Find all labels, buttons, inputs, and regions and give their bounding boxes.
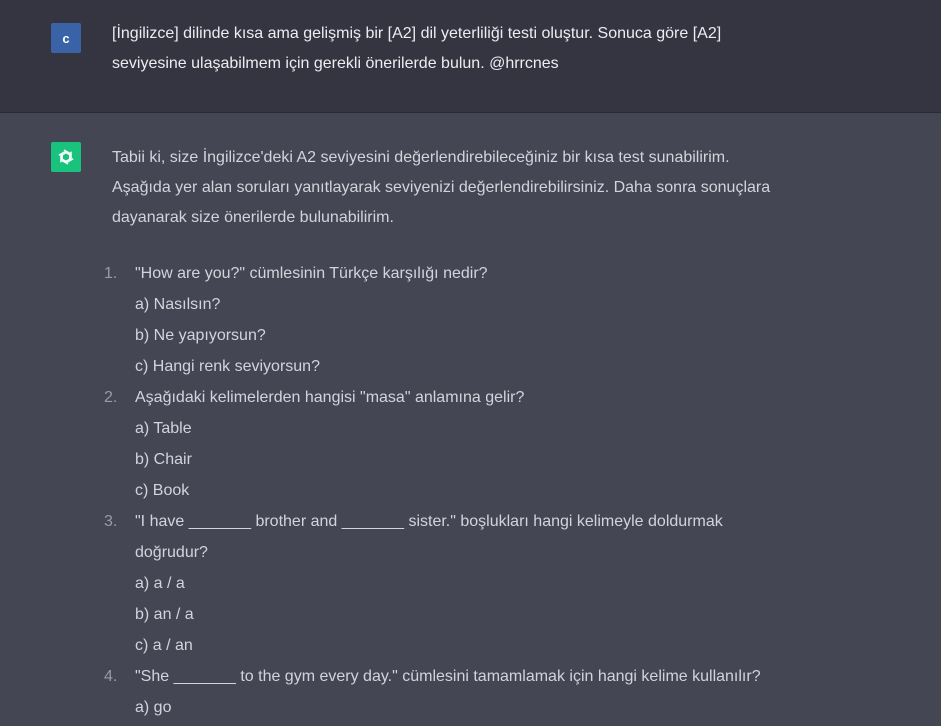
answer-option: c) Hangi renk seviyorsun?	[135, 358, 320, 375]
answer-option: a) Nasılsın?	[135, 296, 221, 313]
intro-line: Aşağıda yer alan soruları yanıtlayarak seviyenizi değerlendirebilirsiniz. Daha sonra sonuçlara	[112, 179, 771, 196]
user-avatar: c	[51, 23, 81, 53]
answer-option: c) Book	[135, 482, 190, 499]
intro-line: Tabii ki, size İngilizce'deki A2 seviyesini değerlendirebileceğiniz bir kısa test sunabilirim.	[112, 149, 730, 166]
openai-logo-icon	[51, 142, 81, 172]
user-message-text	[112, 19, 832, 79]
question-text: "I have _______ brother and _______ sister." boşlukları hangi kelimeyle doldurmak	[135, 513, 723, 530]
question-number: 3.	[104, 513, 118, 530]
question-number: 2.	[104, 389, 118, 406]
assistant-message-body	[104, 143, 872, 723]
answer-option: b) Ne yapıyorsun?	[135, 327, 266, 344]
intro-line: dayanarak size önerilerde bulunabilirim.	[112, 209, 394, 226]
user-message-row	[0, 0, 941, 113]
answer-option: b) an / a	[135, 606, 194, 623]
user-message-line: [İngilizce] dilinde kısa ama gelişmiş bir [A2] dil yeterliliği testi oluştur. Sonuca göre [A2]	[112, 25, 722, 42]
answer-option: a) a / a	[135, 575, 185, 592]
question-text: "She _______ to the gym every day." cümlesini tamamlamak için hangi kelime kullanılır?	[135, 668, 761, 685]
question-number: 1.	[104, 265, 118, 282]
question-number: 4.	[104, 668, 118, 685]
question-item	[104, 506, 872, 537]
question-item	[104, 661, 872, 692]
assistant-message-row	[0, 114, 941, 726]
question-list	[104, 258, 872, 723]
question-text: "How are you?" cümlesinin Türkçe karşılığı nedir?	[135, 265, 488, 282]
answer-option: a) Table	[135, 420, 192, 437]
answer-option: a) go	[135, 699, 172, 716]
answer-option: c) a / an	[135, 637, 193, 654]
question-item	[104, 258, 872, 289]
answer-option: b) Chair	[135, 451, 192, 468]
question-text-continued: doğrudur?	[135, 544, 208, 561]
user-message-line: seviyesine ulaşabilmem için gerekli önerilerde bulun. @hrrcnes	[112, 55, 559, 72]
question-text: Aşağıdaki kelimelerden hangisi "masa" anlamına gelir?	[135, 389, 525, 406]
question-item	[104, 382, 872, 413]
assistant-intro	[112, 143, 872, 233]
